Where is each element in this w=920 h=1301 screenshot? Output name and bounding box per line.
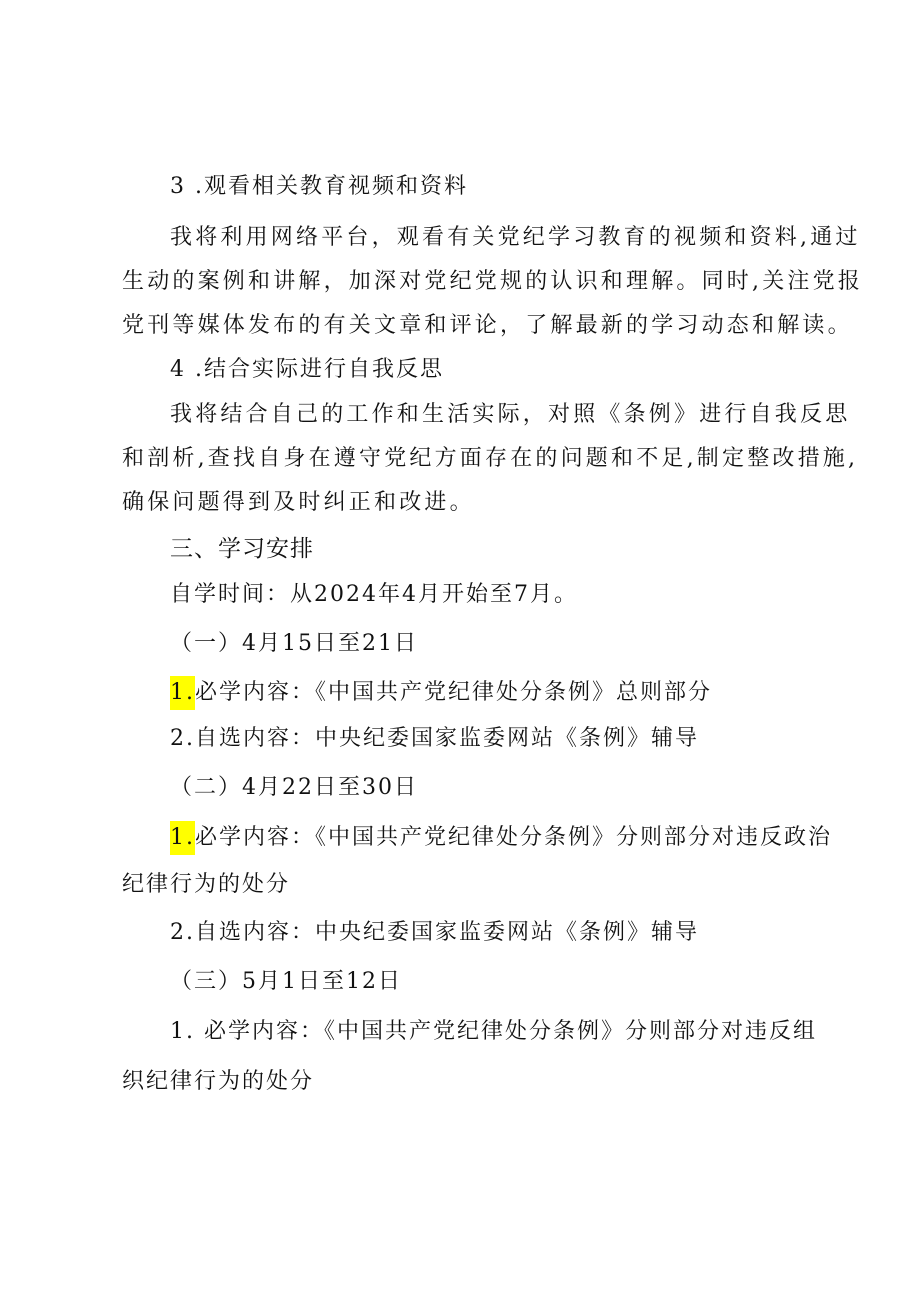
period-2-item-2: 2.自选内容：中央纪委国家监委网站《条例》辅导 [170,920,699,945]
section-4-paragraph-line-2: 和剖析,查找自身在遵守党纪方面存在的问题和不足,制定整改措施, [122,446,859,471]
section-heading-study-arrangement: 三、学习安排 [170,536,314,562]
period-3-item-1: 1. 必学内容：《中国共产党纪律处分条例》分则部分对违反组 [170,1019,817,1044]
period-2-item-1 [170,821,832,855]
section-3-title: 3 .观看相关教育视频和资料 [170,174,468,199]
period-2-item-1-text: 必学内容：《中国共产党纪律处分条例》分则部分对违反政治 [195,825,833,850]
period-3-item-1-continuation: 织纪律行为的处分 [122,1069,315,1094]
period-2-item-1-continuation: 纪律行为的处分 [122,872,291,897]
period-3-title: （三）5月1日至12日 [170,969,402,994]
period-2-title: （二）4月22日至30日 [170,775,418,800]
section-4-title: 4 .结合实际进行自我反思 [170,357,444,382]
section-3-paragraph-line-3: 党刊等媒体发布的有关文章和评论，了解最新的学习动态和解读。 [122,313,853,338]
self-study-time: 自学时间：从2024年4月开始至7月。 [170,582,578,607]
section-3-paragraph-line-1: 我将利用网络平台，观看有关党纪学习教育的视频和资料,通过 [170,225,861,250]
section-4-paragraph-line-3: 确保问题得到及时纠正和改进。 [122,490,475,515]
period-1-item-1 [170,676,712,710]
period-1-item-1-text: 必学内容：《中国共产党纪律处分条例》总则部分 [195,680,713,705]
period-1-item-2: 2.自选内容：中央纪委国家监委网站《条例》辅导 [170,726,699,751]
highlight-marker: 1. [170,821,195,855]
highlight-marker: 1. [170,676,195,710]
period-1-title: （一）4月15日至21日 [170,631,418,656]
section-3-paragraph-line-2: 生动的案例和讲解，加深对党纪党规的认识和理解。同时,关注党报 [122,269,863,294]
section-4-paragraph-line-1: 我将结合自己的工作和生活实际，对照《条例》进行自我反思 [170,402,851,427]
